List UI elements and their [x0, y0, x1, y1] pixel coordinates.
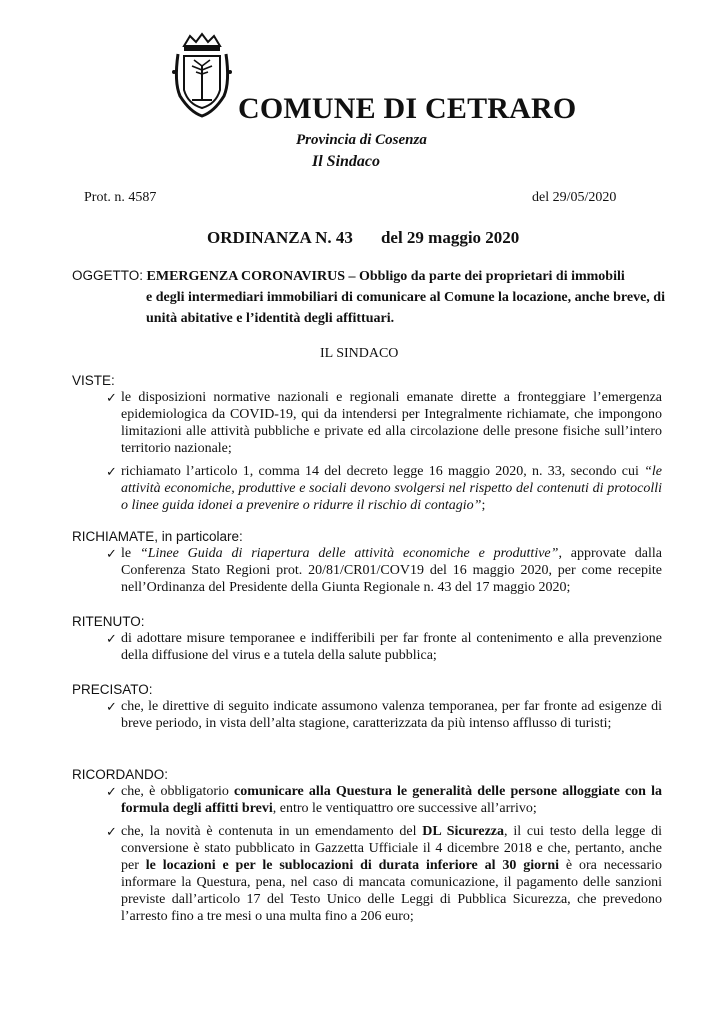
list-item — [72, 783, 662, 817]
item-text: , approvate dalla Conferenza Stato Regioni prot. 20/81/CR01/COV19 del 16 maggio 2020, per come recepite nell’Ordinanza del Presidente della Giunta Regionale n. 43 del 17 maggio 2020; — [121, 546, 662, 595]
list-item — [72, 698, 662, 732]
item-bold: le locazioni e per le sublocazioni di durata inferiore al 30 giorni — [145, 858, 560, 873]
municipality-title: COMUNE DI CETRARO — [238, 92, 577, 125]
protocol-number: Prot. n. 4587 — [84, 190, 157, 205]
mayor-heading: IL SINDACO — [320, 346, 399, 361]
protocol-date: del 29/05/2020 — [532, 190, 617, 205]
check-icon: ✓ — [106, 784, 117, 799]
subject-label: OGGETTO: — [72, 268, 144, 283]
section-ricordando — [72, 766, 662, 925]
subject-line-2: e degli intermediari immobiliari di comunicare al Comune la locazione, anche breve, di unità abitative e l’identità degli affittuari. — [146, 290, 665, 326]
section-label-ricordando: RICORDANDO: — [72, 767, 169, 782]
list-item — [72, 463, 662, 514]
item-text: che, è obbligatorio — [121, 784, 229, 799]
list-item — [72, 389, 662, 457]
item-text: è ora necessario informare la Questura, pena, nel caso di mancata comunicazione, il pagamento delle sanzioni previste dall’articolo 17 del Testo Unico delle Leggi di Pubblica Sicurezza, che prevedono l’arresto fino a tre mesi o una multa fino a 206 euro; — [121, 858, 663, 924]
section-label-ritenuto: RITENUTO: — [72, 614, 145, 629]
ordinance-heading — [207, 228, 547, 248]
section-label-richiamate: RICHIAMATE, in particolare: — [72, 529, 243, 544]
subject-line-1: EMERGENZA CORONAVIRUS – Obbligo da parte dei proprietari di immobili — [146, 269, 625, 284]
ordinance-number: ORDINANZA N. 43 — [207, 228, 353, 247]
check-icon: ✓ — [106, 390, 117, 405]
section-label-precisato: PRECISATO: — [72, 682, 153, 697]
check-icon: ✓ — [106, 699, 117, 714]
item-text: di adottare misure temporanee e indifferibili per far fronte al contenimento e alla prevenzione della diffusione del virus e a tutela della salute pubblica; — [121, 631, 662, 663]
item-text: , il cui testo della legge di conversione è stato pubblicato in Gazzetta Ufficiale il 4 dicembre 2018 e che, pertanto, anche per — [121, 824, 662, 873]
province-label: Provincia di Cosenza — [296, 132, 427, 148]
section-viste — [72, 372, 662, 514]
section-richiamate — [72, 528, 662, 596]
item-text: che, la novità è contenuta in un emendamento del — [121, 824, 417, 839]
section-precisato — [72, 681, 662, 732]
municipal-crest-icon — [170, 32, 234, 118]
item-text: richiamato l’articolo 1, comma 14 del decreto legge 16 maggio 2020, n. 33, secondo cui — [121, 464, 639, 479]
item-bold: DL Sicurezza — [422, 824, 505, 839]
section-label-viste: VISTE: — [72, 373, 115, 388]
item-text: , entro le ventiquattro ore successive all’arrivo; — [272, 801, 537, 816]
check-icon: ✓ — [106, 546, 117, 561]
check-icon: ✓ — [106, 464, 117, 479]
item-bold: comunicare alla Questura le generalità delle persone alloggiate con la formula degli affitti brevi — [121, 784, 662, 816]
subject-block — [72, 265, 672, 329]
list-item — [72, 630, 662, 664]
section-ritenuto — [72, 613, 662, 664]
item-quote: “Linee Guida di riapertura delle attività economiche e produttive” — [139, 546, 559, 561]
item-text: che, le direttive di seguito indicate assumono valenza temporanea, per far fronte ad esigenze di breve periodo, in vista dell’alta stagione, caratterizzata da più intenso afflusso di turisti; — [121, 699, 662, 731]
list-item — [72, 545, 662, 596]
check-icon: ✓ — [106, 824, 117, 839]
item-text-end: ; — [481, 498, 486, 513]
item-quote: “le attività economiche, produttive e sociali devono svolgersi nel rispetto del contenuti di protocolli o linee guida idonei a prevenire o ridurre il rischio di contagio” — [121, 464, 663, 513]
ordinance-date: del 29 maggio 2020 — [380, 228, 520, 247]
office-label: Il Sindaco — [312, 153, 381, 170]
item-text: le — [121, 546, 132, 561]
check-icon: ✓ — [106, 631, 117, 646]
item-text: le disposizioni normative nazionali e regionali emanate dirette a fronteggiare l’emergenza epidemiologica da COVID-19, qui da intendersi per Integralmente richiamate, che impongono limitazioni alle attività pubbliche e private ed alla circolazione delle presone fisiche sull’intero territorio nazionale; — [121, 390, 662, 456]
list-item — [72, 823, 662, 925]
